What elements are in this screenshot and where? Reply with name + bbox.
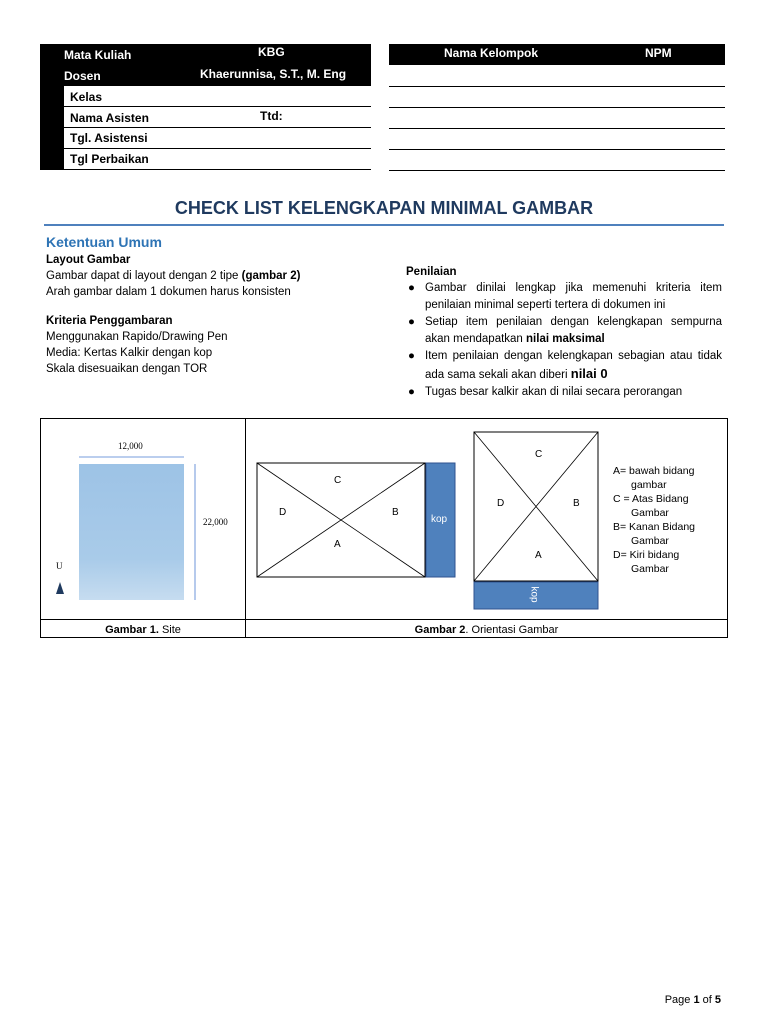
figure-1-caption: Gambar 1. Site — [105, 624, 181, 636]
list-item: ● Tugas besar kalkir akan di nilai secara perorangan — [408, 386, 683, 398]
legend-line: gambar — [631, 479, 667, 491]
legend-line: Gambar — [631, 507, 669, 519]
land-label-a: A — [334, 539, 341, 550]
layout-line-1: Gambar dapat di layout dengan 2 tipe (gambar 2) — [46, 270, 301, 282]
nama-asisten-label: Nama Asisten — [70, 111, 149, 125]
layout-heading: Layout Gambar — [46, 254, 131, 266]
kriteria-line-3: Skala disesuaikan dengan TOR — [46, 363, 208, 375]
port-label-d: D — [497, 498, 505, 509]
north-arrow-icon — [56, 582, 64, 594]
nama-kelompok-label: Nama Kelompok — [444, 46, 539, 60]
dosen-label: Dosen — [64, 69, 101, 83]
kriteria-line-1: Menggunakan Rapido/Drawing Pen — [46, 331, 228, 343]
dim-width-label: 12,000 — [118, 441, 143, 451]
course-info-table — [40, 44, 371, 170]
port-label-a: A — [535, 550, 542, 561]
port-label-c: C — [535, 449, 543, 460]
tgl-perbaikan-label: Tgl Perbaikan — [70, 152, 149, 166]
land-kop-label: kop — [431, 514, 448, 525]
layout-line-2: Arah gambar dalam 1 dokumen harus konsisten — [46, 286, 291, 298]
kriteria-line-2: Media: Kertas Kalkir dengan kop — [46, 347, 213, 359]
list-item: ● Item penilaian dengan kelengkapan sebagian atau tidak ada sama sekali akan diberi nilai 0 — [408, 350, 722, 381]
kriteria-heading: Kriteria Penggambaran — [46, 315, 173, 327]
ttd-label: Ttd: — [260, 109, 283, 123]
mata-kuliah-label: Mata Kuliah — [64, 48, 132, 62]
legend-line: Gambar — [631, 535, 669, 547]
page-number: Page 1 of 5 — [664, 994, 721, 1006]
penilaian-list — [406, 280, 722, 401]
land-label-b: B — [392, 507, 399, 518]
tgl-asistensi-label: Tgl. Asistensi — [70, 131, 148, 145]
land-label-c: C — [334, 475, 342, 486]
port-kop-label: kop — [528, 586, 540, 603]
legend-line: B= Kanan Bidang — [613, 521, 696, 533]
figure-2-caption: Gambar 2. Orientasi Gambar — [414, 624, 559, 636]
section-heading: Ketentuan Umum — [46, 234, 162, 250]
legend-line: C = Atas Bidang — [613, 493, 689, 505]
npm-label: NPM — [645, 46, 672, 60]
land-label-d: D — [279, 507, 287, 518]
title-rule — [44, 224, 724, 226]
kelas-label: Kelas — [70, 90, 103, 104]
penilaian-heading: Penilaian — [406, 266, 457, 278]
landscape-orientation-diagram — [256, 462, 456, 580]
kelas-row — [64, 86, 371, 107]
legend-line: Gambar — [631, 563, 669, 575]
tgl-asistensi-row — [64, 128, 371, 149]
group-table — [389, 44, 725, 170]
mata-kuliah-value: KBG — [258, 45, 285, 59]
nama-asisten-row — [64, 107, 371, 128]
legend-line: D= Kiri bidang — [613, 549, 680, 561]
page-title: CHECK LIST KELENGKAPAN MINIMAL GAMBAR — [174, 198, 594, 218]
dim-height-label: 22,000 — [203, 517, 228, 527]
list-item: ● Setiap item penilaian dengan kelengkapan sempurna akan mendapatkan nilai maksimal — [408, 316, 722, 345]
dosen-value: Khaerunnisa, S.T., M. Eng — [200, 67, 347, 81]
legend — [613, 464, 695, 576]
legend-line: A= bawah bidang — [613, 465, 695, 477]
north-label: U — [56, 561, 63, 571]
list-item: ● Gambar dinilai lengkap jika memenuhi kriteria item penilaian minimal seperti tertera di dokumen ini — [408, 282, 722, 311]
figure-table — [40, 418, 728, 638]
port-label-b: B — [573, 498, 580, 509]
tgl-perbaikan-row — [64, 149, 371, 170]
